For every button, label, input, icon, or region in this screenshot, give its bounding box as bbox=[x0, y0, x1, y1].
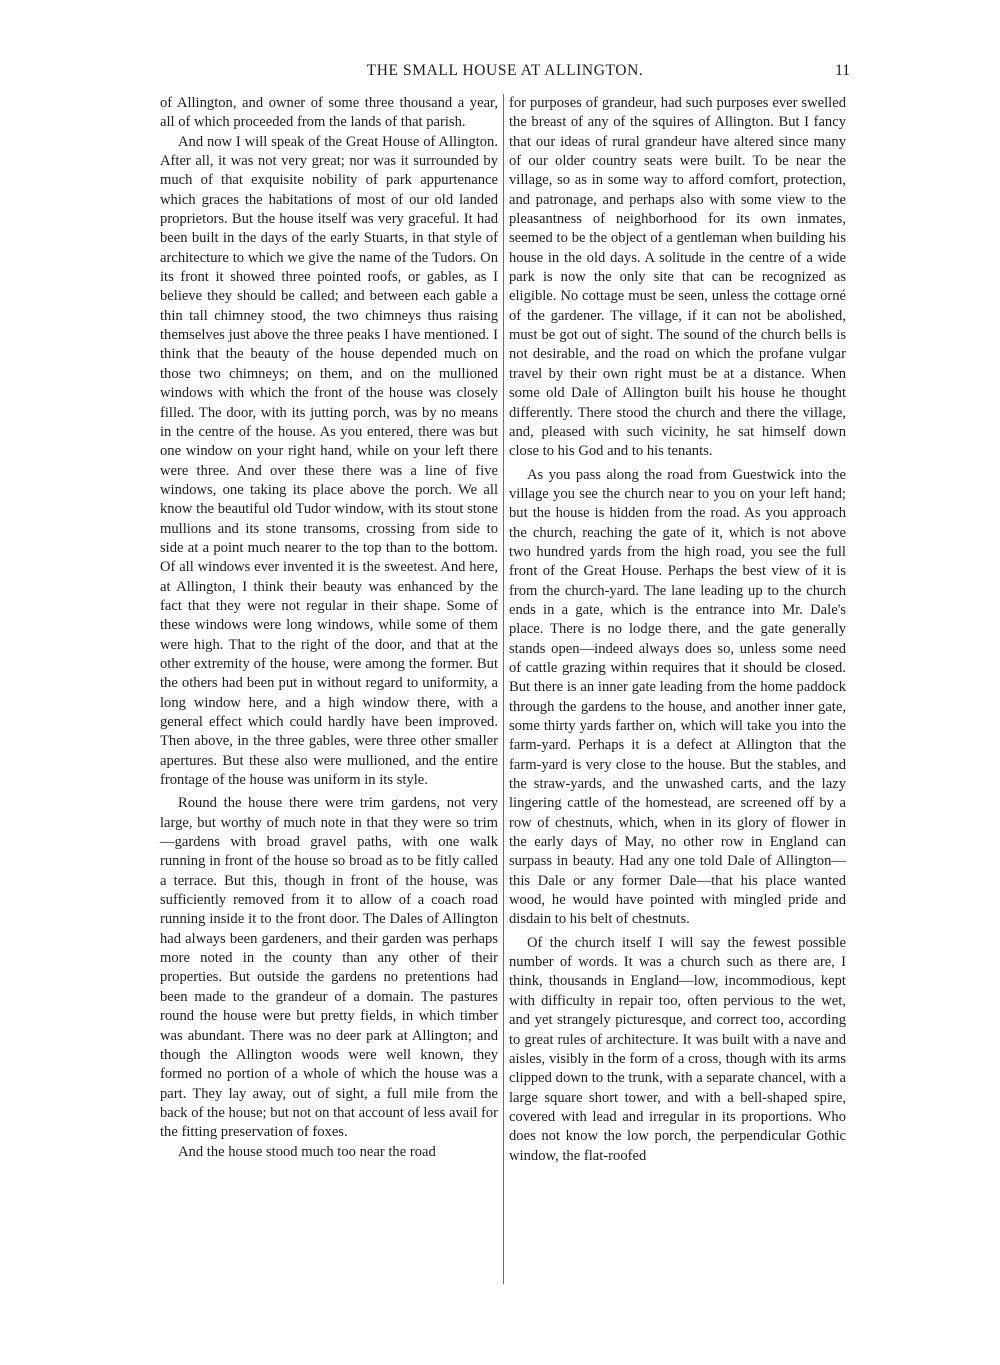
column-rule bbox=[503, 94, 504, 1284]
running-head bbox=[160, 62, 850, 84]
right-paragraph-1: for purposes of grandeur, had such purposes ever swelled the breast of any of the squires of Allington. But I fancy that our ideas of rural grandeur have altered since many of our older country seats were built. To be near the village, so as in some way to afford comfort, protection, and patronage, and perhaps also with some view to the pleasantness of neighborhood for its own inmates, seemed to be the object of a gentleman when building his house in the old days. A solitude in the centre of a wide park is now the only site that can be recognized as eligible. No cottage must be seen, unless the cottage orné of the gardener. The village, if it can not be abolished, must be got out of sight. The sound of the church bells is not desirable, and the road on which the profane vulgar travel by their own right must be at a distance. When some old Dale of Allington built his house he thought differently. There stood the church and there the village, and, pleased with such vicinity, he sat himself down close to his God and to his tenants. bbox=[509, 95, 846, 460]
left-paragraph-4: And the house stood much too near the road bbox=[178, 1143, 436, 1160]
running-title: THE SMALL HOUSE AT ALLINGTON. bbox=[366, 62, 644, 79]
left-column bbox=[160, 94, 498, 1162]
left-paragraph-1: of Allington, and owner of some three thousand a year, all of which proceeded from the lands of that parish. bbox=[160, 95, 498, 131]
right-paragraph-2: As you pass along the road from Guestwick into the village you see the church near to you on your left hand; but the house is hidden from the road. As you approach the church, reaching the gate of it, which is not above two hundred yards from the high road, you see the full front of the Great House. Perhaps the best view of it is from the church-yard. The lane leading up to the church ends in a gate, which is the entrance into Mr. Dale's place. There is no lodge there, and the gate generally stands open—indeed always does so, unless some need of cattle grazing within requires that it should be closed. But there is an inner gate leading from the home paddock through the gardens to the house, and another inner gate, some thirty yards farther on, which will take you into the farm-yard. Perhaps it is a defect at Allington that the farm-yard is very close to the house. But the stables, and the straw-yards, and the unwashed carts, and the lazy lingering cattle of the homestead, are screened off by a row of chestnuts, which, when in its glory of flower in the early days of May, no other row in England can surpass in beauty. Had any one told Dale of Allington—this Dale or any former Dale—that his place wanted wood, he would have pointed with mingled pride and disdain to his belt of chestnuts. bbox=[509, 466, 846, 928]
right-paragraph-3: Of the church itself I will say the fewest possible number of words. It was a church such as there are, I think, thousands in England—low, incommodious, kept with difficulty in repair too, often pervious to the wet, and yet strangely picturesque, and correct too, according to great rules of architecture. It was built with a nave and aisles, visibly in the form of a cross, though with its arms clipped down to the trunk, with a separate chancel, with a large square short tower, and with a bell-shaped spire, covered with lead and irregular in its proportions. Who does not know the low porch, the perpendicular Gothic window, the flat-roofed bbox=[509, 934, 846, 1164]
left-paragraph-2: And now I will speak of the Great House of Allington. After all, it was not very great; nor was it surrounded by much of that exquisite nobility of park appurtenance which graces the habitations of most of our old landed proprietors. But the house itself was very graceful. It had been built in the days of the early Stuarts, in that style of architecture to which we give the name of the Tudors. On its front it showed three pointed roofs, or gables, as I believe they should be called; and between each gable a thin tall chimney stood, the two chimneys thus raising themselves just above the three peaks I have mentioned. I think that the beauty of the house depended much on those two chimneys; on them, and on the mullioned windows with which the front of the house was closely filled. The door, with its jutting porch, was by no means in the centre of the house. As you entered, there was but one window on your right hand, while on your left there were three. And over these there was a line of five windows, one taking its place above the porch. We all know the beautiful old Tudor window, with its stout stone mullions and its stone transoms, crossing from side to side at a point much nearer to the top than to the bottom. Of all windows ever invented it is the sweetest. And here, at Allington, I think their beauty was enhanced by the fact that they were not regular in their shape. Some of these windows were long windows, while some of them were high. That to the right of the door, and that at the other extremity of the house, were among the former. But the others had been put in without regard to uniformity, a long window here, and a high window there, with a general effect which could hardly have been improved. Then above, in the three gables, were three other smaller apertures. But these also were mullioned, and the entire frontage of the house was uniform in its style. bbox=[160, 133, 498, 789]
page-number: 11 bbox=[835, 62, 850, 79]
right-column bbox=[509, 94, 846, 1166]
left-paragraph-3: Round the house there were trim gardens, not very large, but worthy of much note in that they were so trim—gardens with broad gravel paths, with one walk running in front of the house so broad as to be fitly called a terrace. But this, though in front of the house, was sufficiently removed from it to allow of a coach road running inside it to the front door. The Dales of Allington had always been gardeners, and their garden was perhaps more noted in the county than any other of their properties. But outside the gardens no pretentions had been made to the grandeur of a domain. The pastures round the house were but pretty fields, in which timber was abundant. There was no deer park at Allington; and though the Allington woods were well known, they formed no portion of a whole of which the house was a part. They lay away, out of sight, a full mile from the back of the house; but not on that account of less avail for the fitting preservation of foxes. bbox=[160, 795, 498, 1141]
